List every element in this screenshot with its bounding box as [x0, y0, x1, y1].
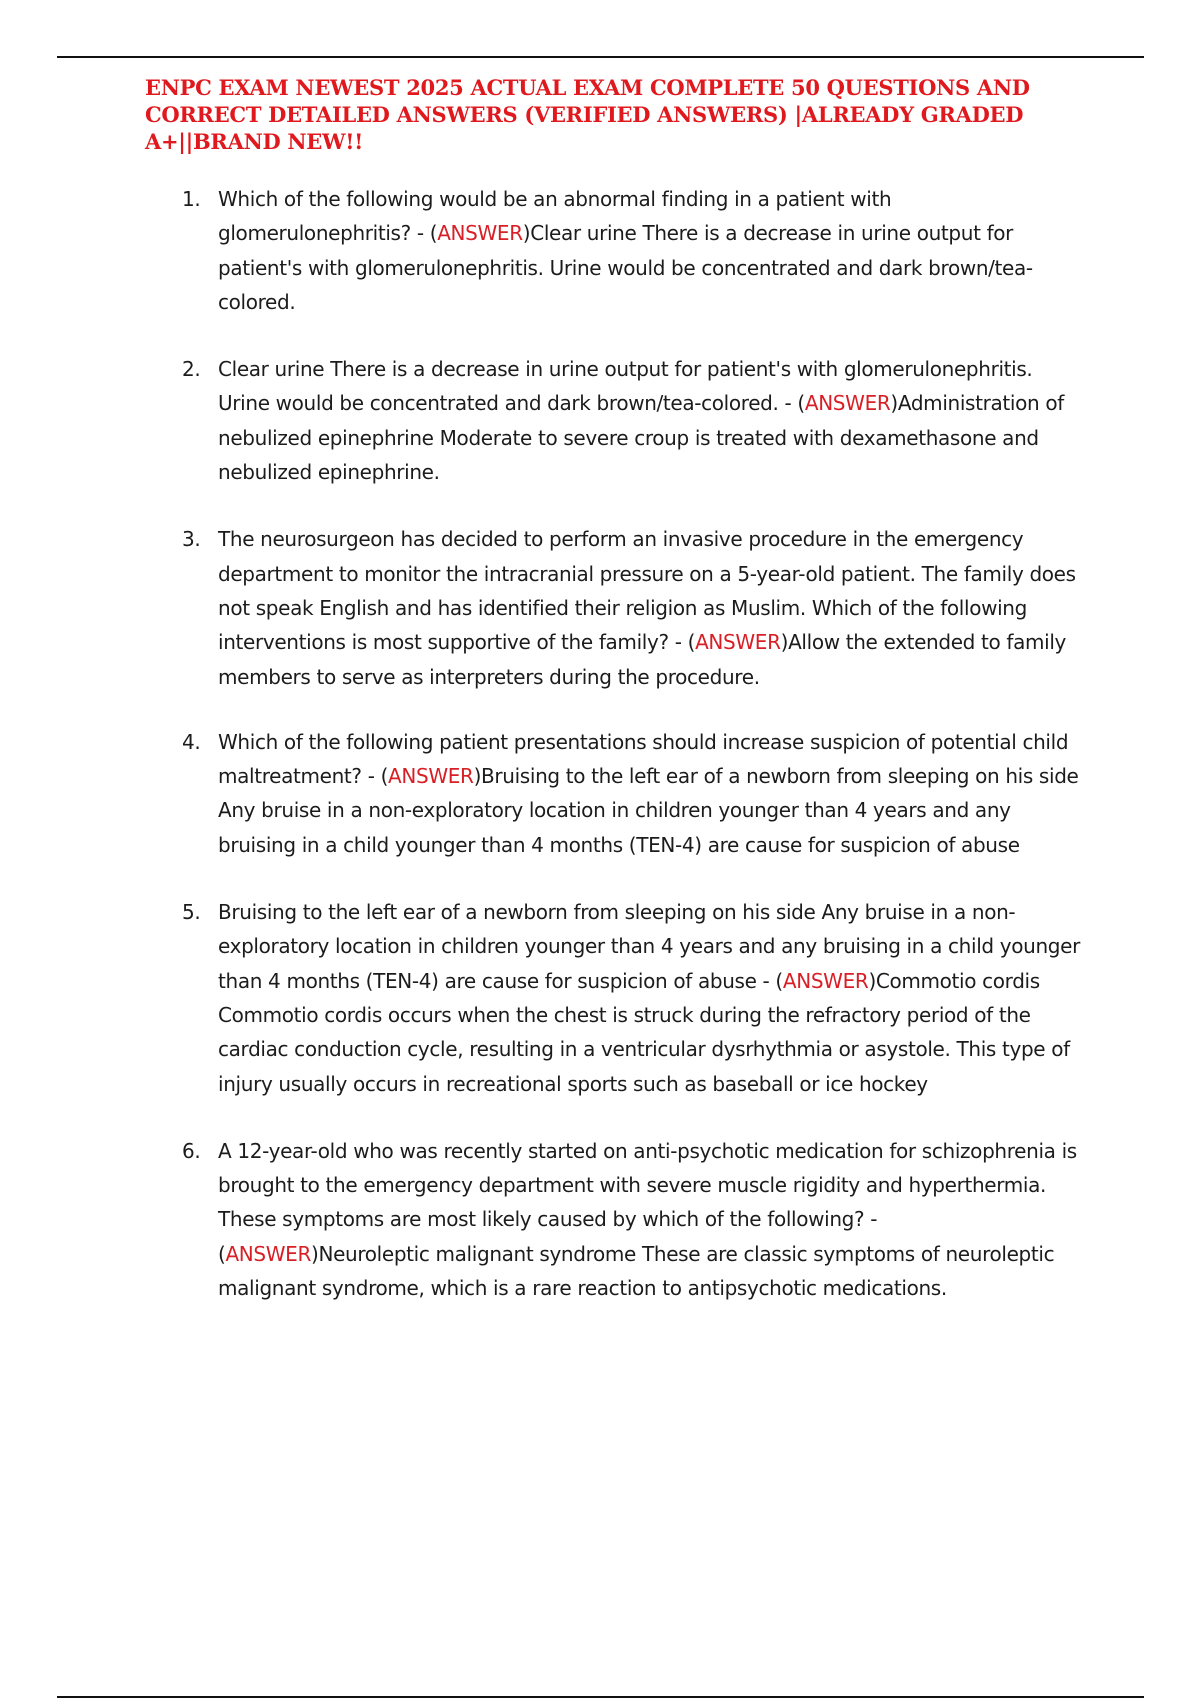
- answer-text: )Bruising to the left ear of a newborn from sleeping on his side Any bruise in a non-exploratory location in children younger than 4 years and any bruising in a child younger than 4 months (TEN-4) are cause for suspicion of abuse: [218, 764, 1079, 857]
- answer-label: ANSWER: [782, 968, 869, 993]
- question-prompt: Bruising to the left ear of a newborn from sleeping on his side Any bruise in a non-exploratory location in children younger than 4 years and any bruising in a child younger than 4 months (TEN-4) are cause for suspicion of abuse - (: [218, 900, 1080, 993]
- question-item-1: [170, 182, 1090, 319]
- answer-label: ANSWER: [225, 1241, 311, 1266]
- question-number: 1.: [182, 187, 201, 211]
- question-item-5: [170, 895, 1090, 1101]
- question-prompt: A 12-year-old who was recently started on anti-psychotic medication for schizophrenia is brought to the emergency department with severe muscle rigidity and hyperthermia. These symptoms are most likely caused by which of the following? - (: [218, 1138, 1077, 1266]
- question-item-2: [170, 352, 1090, 489]
- question-number: 6.: [182, 1138, 201, 1163]
- question-item-6: [170, 1134, 1090, 1305]
- question-prompt: Which of the following patient presentations should increase suspicion of potential child maltreatment? - (: [218, 729, 1069, 789]
- question-number: 4.: [182, 729, 201, 754]
- question-number: 5.: [182, 900, 201, 925]
- answer-text: )Administration of nebulized epinephrine Moderate to severe croup is treated with dexamethasone and nebulized epinephrine.: [218, 391, 1064, 485]
- answer-label: ANSWER: [437, 221, 523, 246]
- question-prompt: The neurosurgeon has decided to perform an invasive procedure in the emergency department to monitor the intracranial pressure on a 5-year-old patient. The family does not speak English and has identified their religion as Muslim. Which of the following interventions is most supportive of the family? - (: [218, 527, 1076, 655]
- answer-text: )Neuroleptic malignant syndrome These are classic symptoms of neuroleptic malignant syndrome, which is a rare reaction to antipsychotic medications.: [218, 1241, 1055, 1301]
- answer-label: ANSWER: [804, 391, 891, 416]
- answer-text: )Allow the extended to family members to serve as interpreters during the procedure.: [218, 630, 1067, 689]
- answer-label: ANSWER: [388, 764, 474, 789]
- document-title: ENPC EXAM NEWEST 2025 ACTUAL EXAM COMPLETE 50 QUESTIONS AND CORRECT DETAILED ANSWERS (VERIFIED ANSWERS) |ALREADY GRADED A+||BRAND NEW!!: [145, 75, 1030, 154]
- answer-label: ANSWER: [695, 630, 781, 655]
- footer-rule: [57, 1696, 1144, 1698]
- question-prompt: Clear urine There is a decrease in urine output for patient's with glomerulonephritis. Urine would be concentrated and dark brown/tea-colored. - (: [218, 357, 1033, 416]
- question-prompt: Which of the following would be an abnormal finding in a patient with glomerulonephritis? - (: [218, 187, 892, 246]
- answer-text: )Clear urine There is a decrease in urine output for patient's with glomerulonephritis. Urine would be concentrated and dark brown/tea-colored.: [218, 221, 1033, 314]
- answer-text: )Commotio cordis Commotio cordis occurs when the chest is struck during the refractory period of the cardiac conduction cycle, resulting in a ventricular dysrhythmia or asystole. This type of injury usually occurs in recreational sports such as baseball or ice hockey: [218, 968, 1070, 1096]
- question-number: 2.: [182, 357, 201, 382]
- question-list: [170, 182, 1090, 1305]
- question-item-4: [170, 725, 1090, 862]
- question-number: 3.: [182, 527, 201, 552]
- header-rule: [57, 56, 1144, 58]
- question-item-3: [170, 522, 1090, 693]
